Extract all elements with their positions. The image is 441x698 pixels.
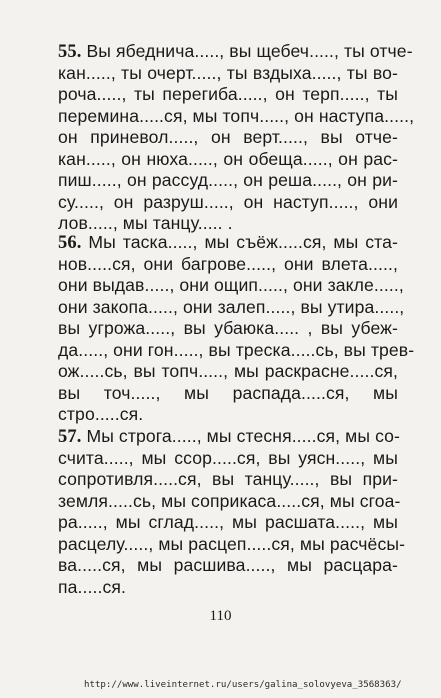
exercise-56-line-4: они закопа....., они залеп....., вы утира....., xyxy=(58,296,405,317)
exercise-55-line-9: лов....., мы танцу..... . xyxy=(58,213,233,233)
exercise-57-line-8: па.....ся. xyxy=(58,576,126,597)
exercise-55-line-6: кан....., он нюха....., он обеща....., он рас- xyxy=(58,148,398,169)
source-url-watermark: http://www.liveinternet.ru/users/galina_solovyeva_3568363/ xyxy=(84,680,402,690)
exercise-56-line-5: вы угрожа....., вы убаюка..... , вы убеж- xyxy=(58,318,398,338)
exercise-55-line-3: роча....., ты перегиба....., он терп....., ты xyxy=(58,84,398,104)
exercise-57-line-4: земля.....сь, мы соприкаса.....ся, мы сгоа- xyxy=(58,490,401,511)
exercise-55-line-8: су....., он разруш....., он наступ....., они xyxy=(58,191,398,212)
exercise-57-text-1: Мы строга....., мы стесня.....ся, мы со- xyxy=(86,426,401,446)
exercise-56-text-1: Мы таска....., мы съёж.....ся, мы ста- xyxy=(88,232,398,252)
exercise-55-line-7: пиш....., он рассуд....., он реша....., он ри- xyxy=(58,170,398,190)
exercise-55-line-1 xyxy=(58,41,413,62)
exercise-57-line-5: ра....., мы сглад....., мы расшата....., мы xyxy=(58,512,398,532)
exercise-56-number: 56. xyxy=(58,233,82,253)
exercise-55-line-2: кан....., ты очерт....., ты вздыха....., ты во- xyxy=(58,62,398,83)
exercise-56-line-9: стро.....ся. xyxy=(58,404,144,424)
exercise-56-line-7: ож.....сь, вы топч....., мы раскрасне.....ся, xyxy=(58,361,398,381)
exercise-55-line-5: он приневол....., он верт....., вы отче- xyxy=(58,127,398,147)
exercise-57-line-2: счита....., мы ссор.....ся, вы уясн....., мы xyxy=(58,447,398,468)
exercise-56-line-2: нов.....ся, они багрове....., они влета....., xyxy=(58,253,398,274)
exercise-57-line-6: расцелу....., мы расцеп.....ся, мы расчёсы- xyxy=(58,533,406,554)
page-number: 110 xyxy=(209,608,232,624)
exercise-56-line-3: они выдав....., они ощип....., они закле....., xyxy=(58,275,404,295)
exercise-56-line-1 xyxy=(58,233,398,253)
exercise-57-line-1 xyxy=(58,426,401,447)
exercise-56-line-6: да....., они гон....., вы треска.....сь, вы трев- xyxy=(58,339,415,360)
exercise-55-line-4: перемина.....ся, мы топч....., он наступа....., xyxy=(58,105,415,126)
exercise-55-text-1: Вы ябеднича....., вы щебеч....., ты отче- xyxy=(86,41,413,61)
exercise-57-number: 57. xyxy=(58,427,82,447)
exercise-57-line-3: сопротивля.....ся, вы танцу....., вы при- xyxy=(58,469,398,489)
exercise-56-line-8: вы точ....., мы распада.....ся, мы xyxy=(58,382,398,403)
exercise-55-number: 55. xyxy=(58,42,82,62)
exercise-57-line-7: ва.....ся, мы расшива....., мы расцара- xyxy=(58,555,398,575)
